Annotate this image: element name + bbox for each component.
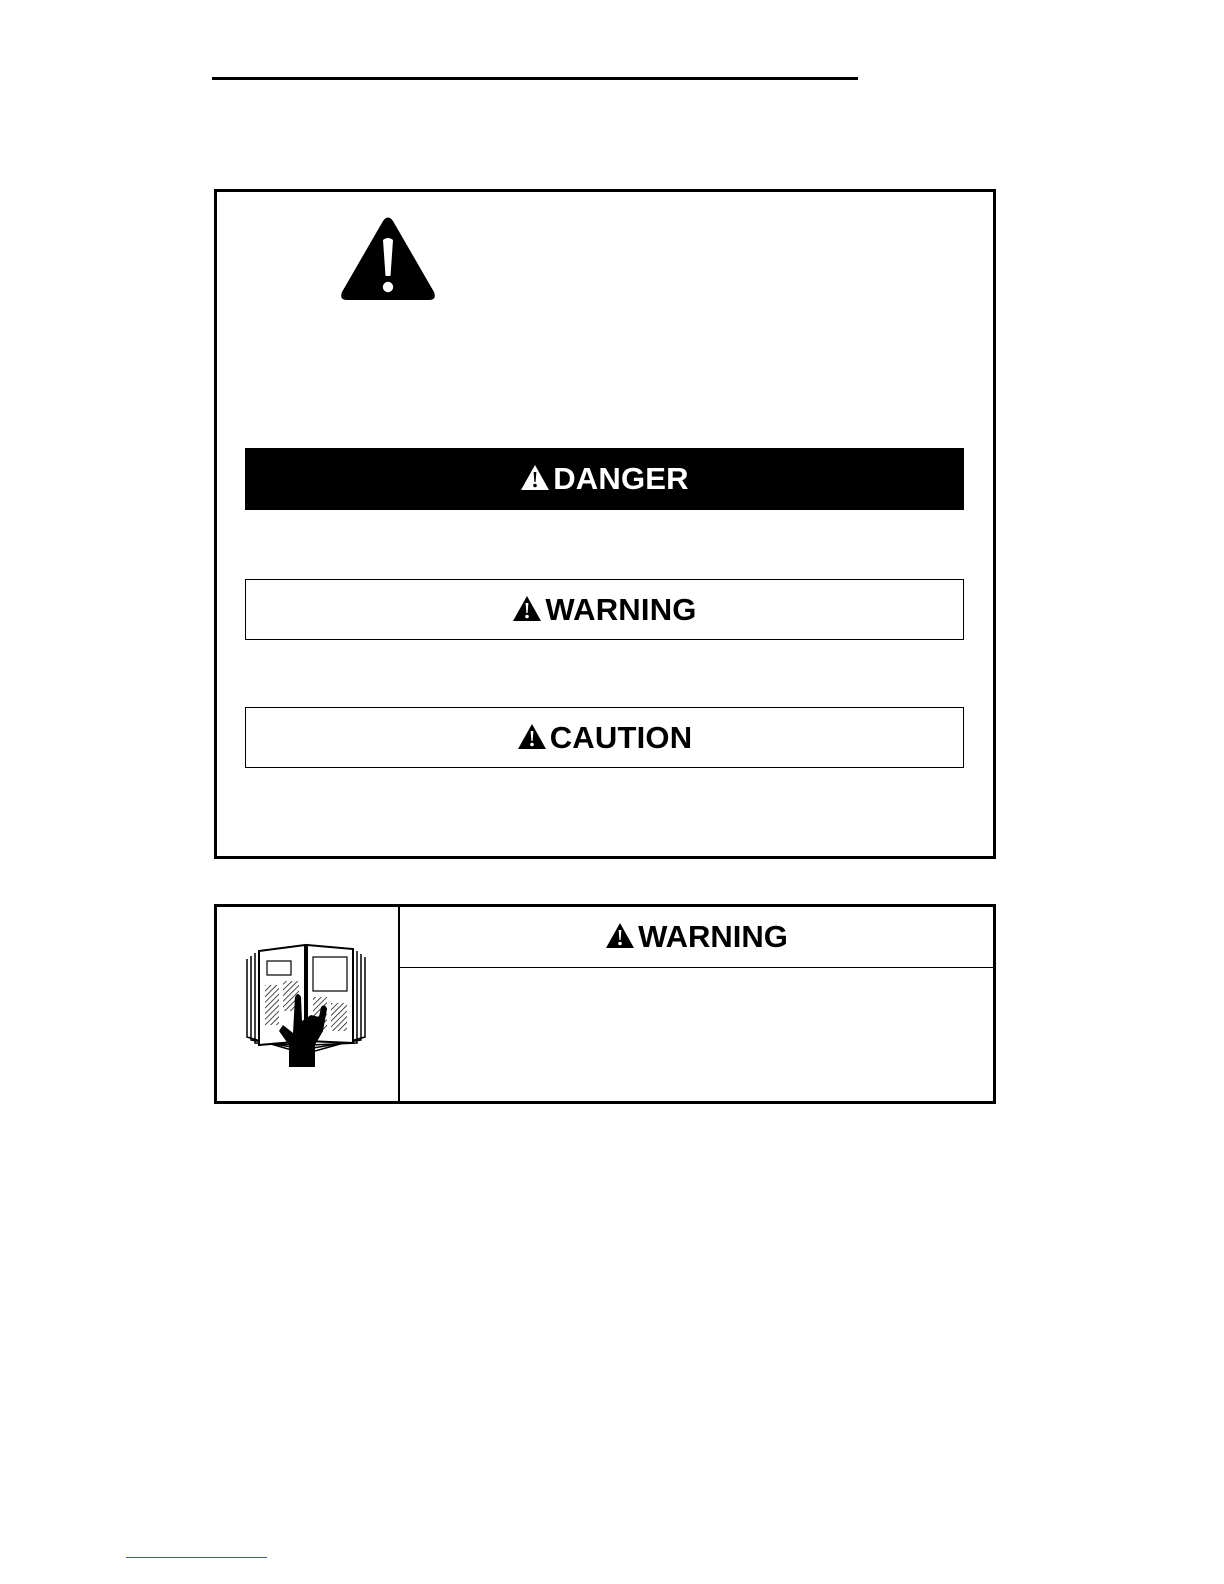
danger-label: DANGER (553, 461, 689, 496)
warning-label: WARNING (545, 591, 697, 627)
footer-link-underline[interactable] (126, 1557, 267, 1558)
read-manual-warning-box (214, 904, 996, 1104)
manual-warning-header (400, 907, 993, 968)
read-manual-icon (241, 941, 373, 1067)
safety-alert-triangle-icon (339, 216, 437, 304)
manual-icon-cell (217, 907, 400, 1101)
safety-definitions-box (214, 189, 996, 859)
danger-signal-bar (245, 448, 964, 510)
header-rule (212, 77, 858, 80)
manual-warning-body (400, 968, 993, 1101)
manual-warning-label: WARNING (638, 919, 788, 954)
caution-label: CAUTION (549, 719, 693, 755)
warning-signal-bar (245, 579, 964, 640)
alert-triangle-icon (512, 595, 542, 622)
alert-triangle-icon (605, 922, 635, 949)
alert-triangle-icon (520, 464, 550, 491)
alert-triangle-icon (517, 723, 547, 750)
caution-signal-bar (245, 707, 964, 768)
